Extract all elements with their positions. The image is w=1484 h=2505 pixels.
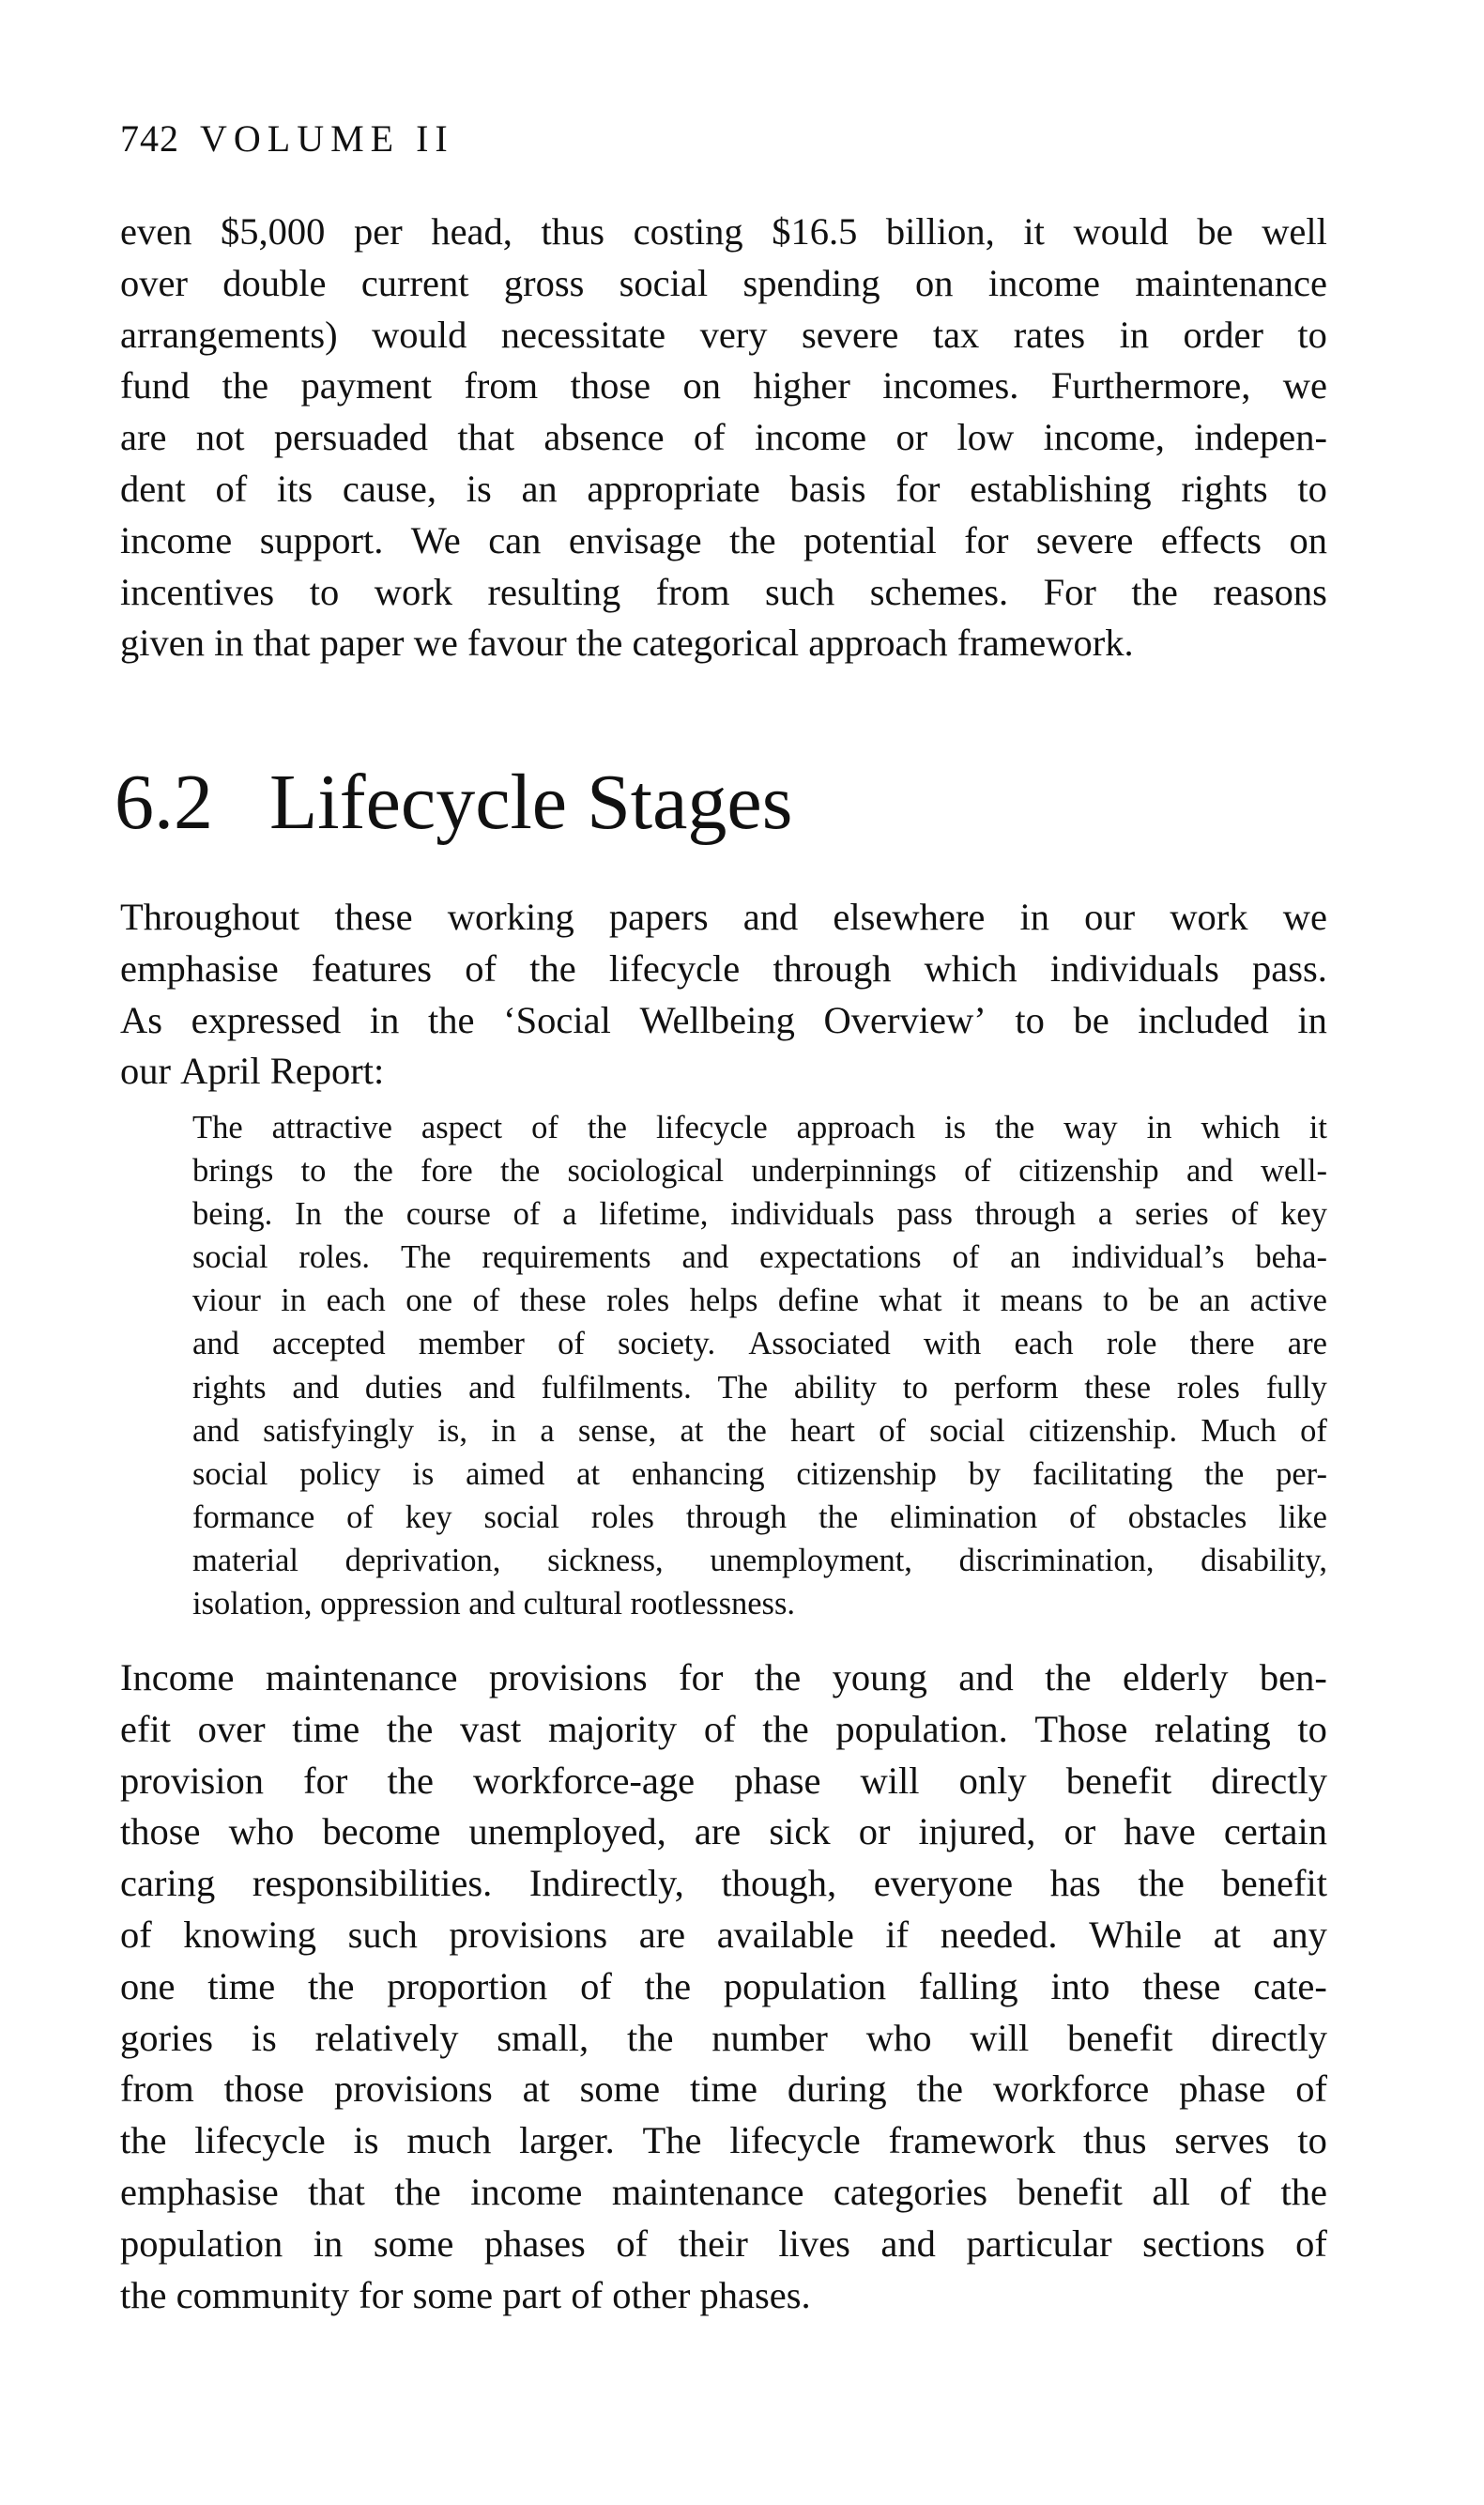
text-line: of knowing such provisions are available if needed. While at any <box>120 1913 1327 1956</box>
text-line: brings to the fore the sociological underpinnings of citizenship and well- <box>192 1153 1327 1190</box>
text-line: efit over time the vast majority of the population. Those relating to <box>120 1707 1327 1750</box>
closing-paragraph <box>120 1652 1327 2321</box>
text-line: social policy is aimed at enhancing citizenship by facilitating the per- <box>192 1455 1327 1492</box>
text-line: isolation, oppression and cultural rootlessness. <box>192 1586 796 1622</box>
text-line: rights and duties and fulfilments. The ability to perform these roles fully <box>192 1369 1327 1406</box>
text-line: dent of its cause, is an appropriate basis for establishing rights to <box>120 467 1327 510</box>
text-line: The attractive aspect of the lifecycle approach is the way in which it <box>192 1110 1327 1145</box>
intro-paragraph <box>120 892 1327 1098</box>
text-line: income support. We can envisage the potential for severe effects on <box>120 518 1327 561</box>
text-line: emphasise features of the lifecycle through which individuals pass. <box>120 946 1327 990</box>
text-line: fund the payment from those on higher incomes. Furthermore, we <box>120 364 1327 407</box>
text-line: and satisfyingly is, in a sense, at the heart of social citizenship. Much of <box>192 1412 1327 1449</box>
text-line: population in some phases of their lives and particular sections of <box>120 2221 1327 2265</box>
text-line: those who become unemployed, are sick or injured, or have certain <box>120 1810 1327 1853</box>
text-line: emphasise that the income maintenance categories benefit all of the <box>120 2170 1327 2213</box>
text-line: caring responsibilities. Indirectly, though, everyone has the benefit <box>120 1862 1327 1905</box>
text-line: arrangements) would necessitate very severe tax rates in order to <box>120 313 1327 356</box>
text-line: the community for some part of other phases. <box>120 2273 811 2316</box>
continued-paragraph <box>120 207 1327 669</box>
page-number: 742 <box>120 117 179 160</box>
text-line: material deprivation, sickness, unemployment, discrimination, disability, <box>192 1542 1327 1578</box>
text-line: the lifecycle is much larger. The lifecycle framework thus serves to <box>120 2119 1327 2162</box>
text-line: Income maintenance provisions for the young and the elderly ben- <box>120 1656 1327 1698</box>
text-line: formance of key social roles through the elimination of obstacles like <box>192 1498 1327 1535</box>
section-number: 6.2 <box>115 759 213 846</box>
text-line: As expressed in the ‘Social Wellbeing Overview’ to be included in <box>120 998 1327 1041</box>
text-line: incentives to work resulting from such schemes. For the reasons <box>120 570 1327 613</box>
running-head <box>120 113 454 165</box>
text-line: social roles. The requirements and expectations of an individual’s beha- <box>192 1239 1327 1276</box>
section-title: Lifecycle Stages <box>269 759 793 846</box>
section-heading <box>115 751 792 854</box>
text-line: Throughout these working papers and elsewhere in our work we <box>120 896 1327 938</box>
text-line: and accepted member of society. Associated with each role there are <box>192 1326 1327 1362</box>
text-line: being. In the course of a lifetime, individuals pass through a series of key <box>192 1196 1327 1233</box>
text-line: even $5,000 per head, thus costing $16.5 billion, it would be well <box>120 210 1327 253</box>
text-line: are not persuaded that absence of income or low income, indepen- <box>120 416 1327 459</box>
text-line: given in that paper we favour the categorical approach framework. <box>120 622 1134 665</box>
text-line: provision for the workforce-age phase will only benefit directly <box>120 1759 1327 1802</box>
text-line: gories is relatively small, the number who will benefit directly <box>120 2016 1327 2059</box>
text-line: from those provisions at some time during the workforce phase of <box>120 2067 1327 2111</box>
text-line: over double current gross social spending on income maintenance <box>120 261 1327 304</box>
block-quote <box>192 1106 1327 1625</box>
text-line: our April Report: <box>120 1050 385 1093</box>
text-line: viour in each one of these roles helps define what it means to be an active <box>192 1283 1327 1319</box>
volume-label: VOLUME II <box>200 117 454 160</box>
text-line: one time the proportion of the population falling into these cate- <box>120 1964 1327 2007</box>
